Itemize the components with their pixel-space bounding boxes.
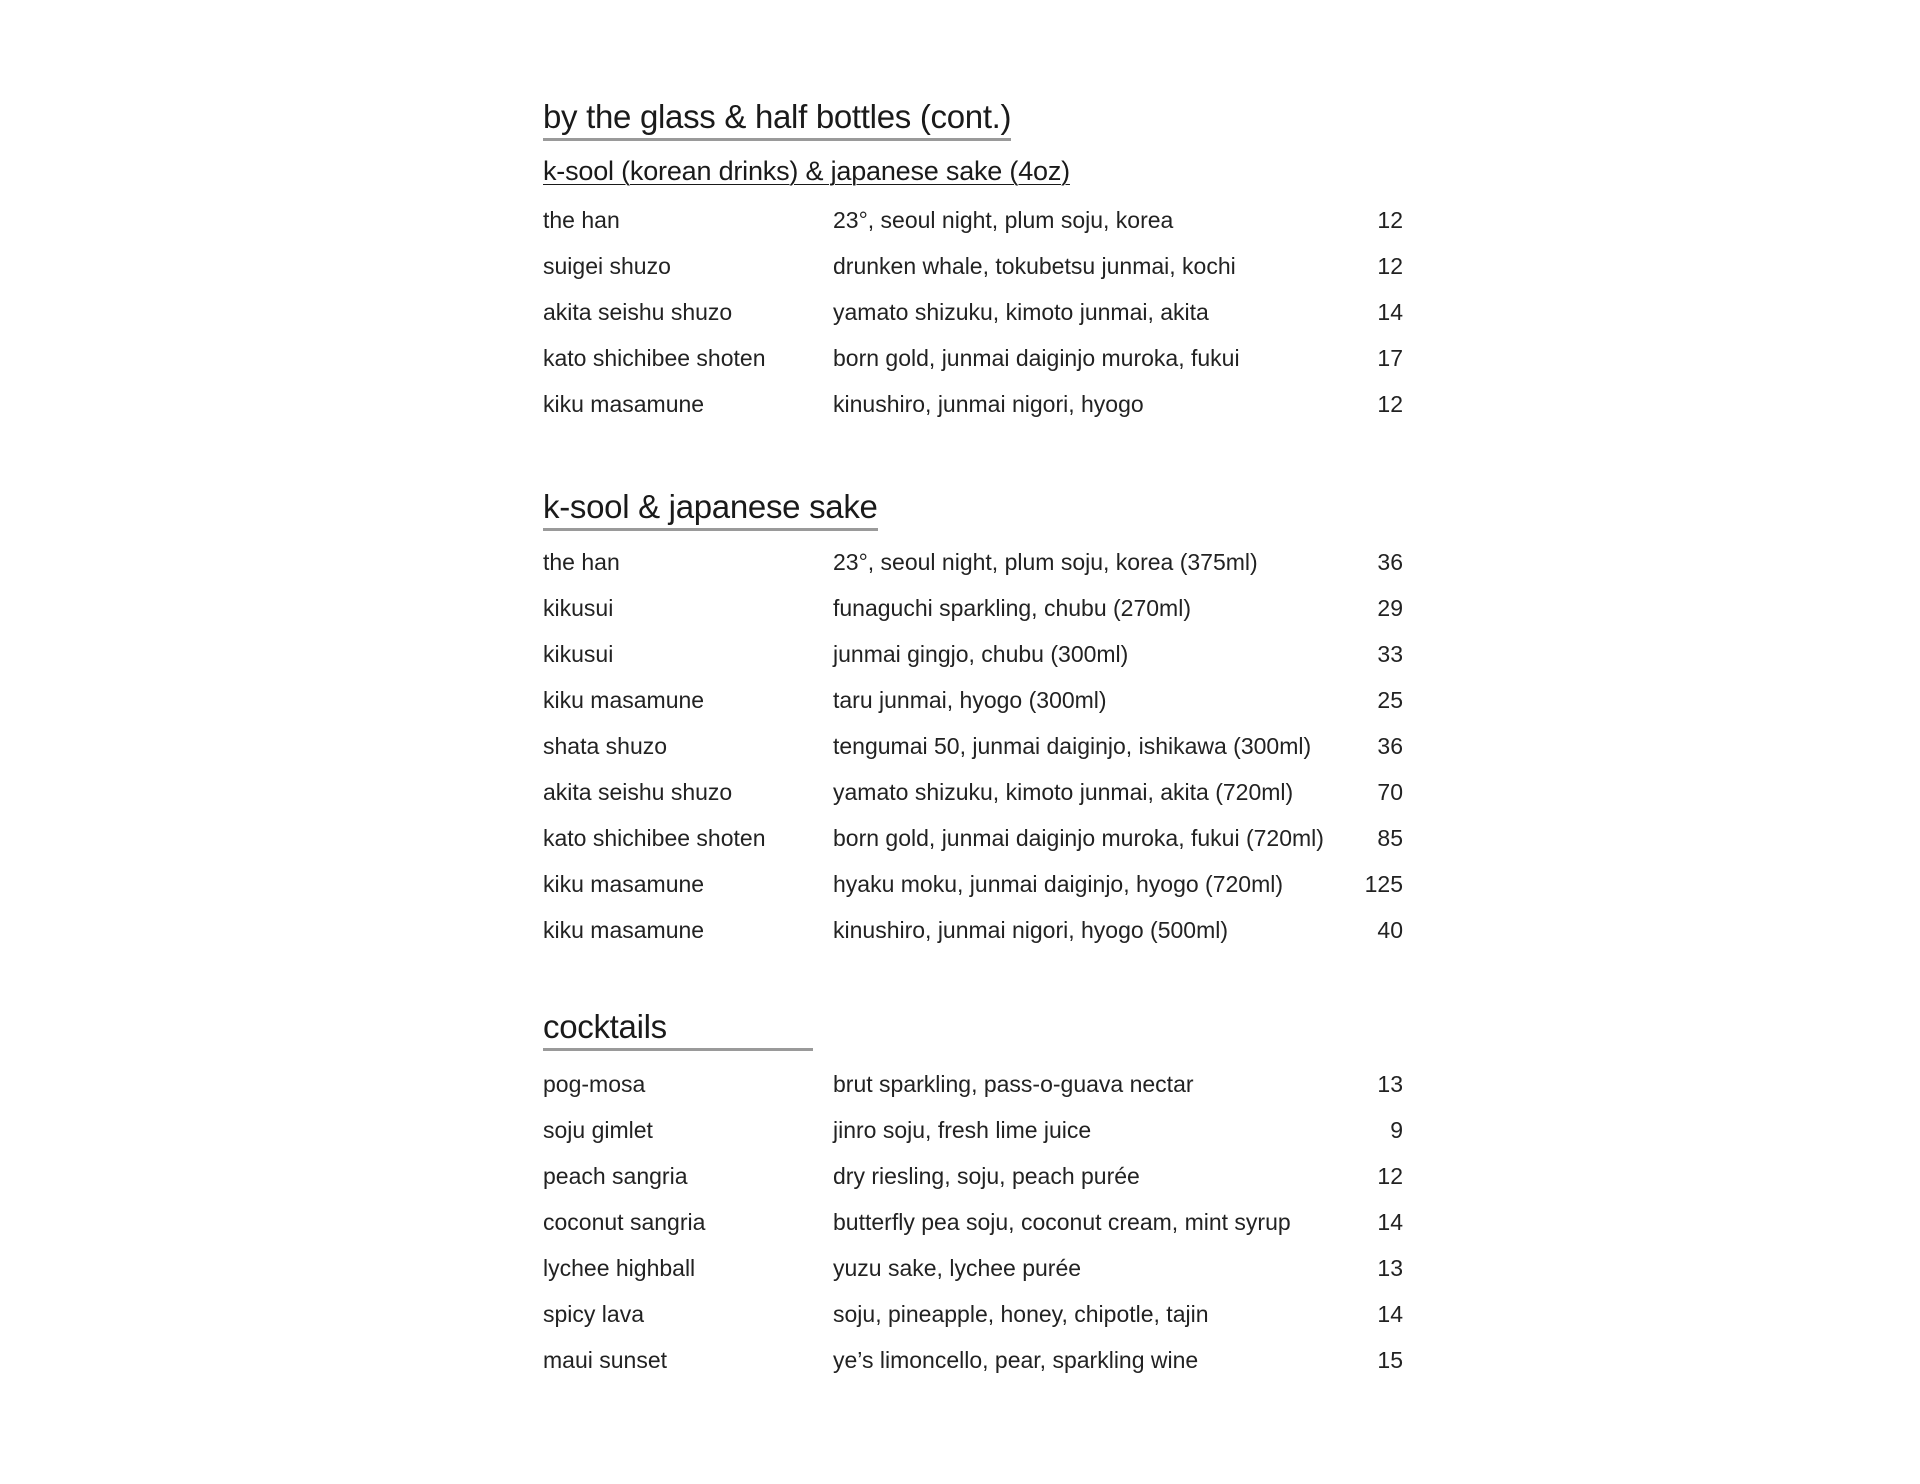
section-title: by the glass & half bottles (cont.) xyxy=(543,98,1011,141)
item-price: 70 xyxy=(1377,779,1403,805)
item-description: dry riesling, soju, peach purée xyxy=(833,1163,1140,1189)
item-price: 40 xyxy=(1377,917,1403,943)
item-producer: maui sunset xyxy=(543,1347,668,1373)
item-producer: spicy lava xyxy=(543,1301,644,1327)
item-price: 13 xyxy=(1377,1255,1403,1281)
item-price: 15 xyxy=(1377,1347,1403,1373)
item-description: ye’s limoncello, pear, sparkling wine xyxy=(833,1347,1199,1373)
menu-item xyxy=(543,1337,1403,1383)
menu-item xyxy=(543,289,1403,335)
item-list xyxy=(543,539,1403,953)
item-producer: suigei shuzo xyxy=(543,253,671,279)
item-producer: kiku masamune xyxy=(543,391,705,417)
menu-item xyxy=(543,907,1403,953)
item-producer: shata shuzo xyxy=(543,733,668,759)
menu-item xyxy=(543,723,1403,769)
menu-item xyxy=(543,1291,1403,1337)
item-description: funaguchi sparkling, chubu (270ml) xyxy=(833,595,1191,621)
menu-item xyxy=(543,539,1403,585)
item-price: 12 xyxy=(1377,253,1403,279)
item-description: jinro soju, fresh lime juice xyxy=(833,1117,1092,1143)
section-cocktails xyxy=(543,1008,1403,1383)
section-k-sool-sake xyxy=(543,488,1403,953)
item-description: hyaku moku, junmai daiginjo, hyogo (720ml) xyxy=(833,871,1284,897)
item-producer: the han xyxy=(543,207,620,233)
item-price: 14 xyxy=(1377,299,1403,325)
item-producer: soju gimlet xyxy=(543,1117,653,1143)
item-producer: kato shichibee shoten xyxy=(543,345,766,371)
item-description: 23°, seoul night, plum soju, korea xyxy=(833,207,1174,233)
item-description: taru junmai, hyogo (300ml) xyxy=(833,687,1107,713)
item-producer: akita seishu shuzo xyxy=(543,779,733,805)
item-price: 29 xyxy=(1377,595,1403,621)
item-price: 85 xyxy=(1377,825,1403,851)
menu-item xyxy=(543,1199,1403,1245)
menu-item xyxy=(543,335,1403,381)
item-price: 12 xyxy=(1377,1163,1403,1189)
item-producer: kiku masamune xyxy=(543,871,705,897)
item-price: 12 xyxy=(1377,391,1403,417)
item-description: kinushiro, junmai nigori, hyogo xyxy=(833,391,1144,417)
item-description: born gold, junmai daiginjo muroka, fukui (720ml) xyxy=(833,825,1324,851)
item-price: 9 xyxy=(1390,1117,1403,1143)
item-price: 25 xyxy=(1377,687,1403,713)
item-description: kinushiro, junmai nigori, hyogo (500ml) xyxy=(833,917,1229,943)
menu-item xyxy=(543,381,1403,427)
section-title: k-sool & japanese sake xyxy=(543,488,878,531)
section-subtitle: k-sool (korean drinks) & japanese sake (4oz) xyxy=(543,156,1070,186)
item-producer: the han xyxy=(543,549,620,575)
item-producer: lychee highball xyxy=(543,1255,696,1281)
item-description: 23°, seoul night, plum soju, korea (375ml) xyxy=(833,549,1258,575)
item-price: 13 xyxy=(1377,1071,1403,1097)
item-description: born gold, junmai daiginjo muroka, fukui xyxy=(833,345,1240,371)
menu-item xyxy=(543,861,1403,907)
item-price: 17 xyxy=(1377,345,1403,371)
item-description: drunken whale, tokubetsu junmai, kochi xyxy=(833,253,1236,279)
item-list xyxy=(543,197,1403,427)
section-by-the-glass xyxy=(543,98,1403,427)
item-description: brut sparkling, pass-o-guava nectar xyxy=(833,1071,1194,1097)
item-description: butterfly pea soju, coconut cream, mint syrup xyxy=(833,1209,1291,1235)
item-producer: pog-mosa xyxy=(543,1071,646,1097)
menu-item xyxy=(543,197,1403,243)
menu-item xyxy=(543,677,1403,723)
item-description: yamato shizuku, kimoto junmai, akita xyxy=(833,299,1209,325)
item-description: yamato shizuku, kimoto junmai, akita (720ml) xyxy=(833,779,1294,805)
item-description: yuzu sake, lychee purée xyxy=(833,1255,1082,1281)
menu-item xyxy=(543,585,1403,631)
item-producer: kikusui xyxy=(543,595,614,621)
item-price: 33 xyxy=(1377,641,1403,667)
item-price: 125 xyxy=(1364,871,1403,897)
menu-item xyxy=(543,631,1403,677)
item-producer: kiku masamune xyxy=(543,917,705,943)
item-list xyxy=(543,1061,1403,1383)
item-producer: akita seishu shuzo xyxy=(543,299,733,325)
item-producer: kikusui xyxy=(543,641,614,667)
item-price: 12 xyxy=(1377,207,1403,233)
item-producer: coconut sangria xyxy=(543,1209,706,1235)
item-description: soju, pineapple, honey, chipotle, tajin xyxy=(833,1301,1209,1327)
item-price: 36 xyxy=(1377,733,1403,759)
item-producer: peach sangria xyxy=(543,1163,688,1189)
item-price: 36 xyxy=(1377,549,1403,575)
menu-item xyxy=(543,243,1403,289)
item-price: 14 xyxy=(1377,1301,1403,1327)
menu-item xyxy=(543,815,1403,861)
menu-item xyxy=(543,1245,1403,1291)
menu-item xyxy=(543,1107,1403,1153)
item-producer: kiku masamune xyxy=(543,687,705,713)
menu-item xyxy=(543,769,1403,815)
section-title: cocktails xyxy=(543,1008,813,1051)
item-price: 14 xyxy=(1377,1209,1403,1235)
item-description: tengumai 50, junmai daiginjo, ishikawa (300ml) xyxy=(833,733,1312,759)
menu-item xyxy=(543,1153,1403,1199)
item-producer: kato shichibee shoten xyxy=(543,825,766,851)
menu-item xyxy=(543,1061,1403,1107)
item-description: junmai gingjo, chubu (300ml) xyxy=(833,641,1129,667)
